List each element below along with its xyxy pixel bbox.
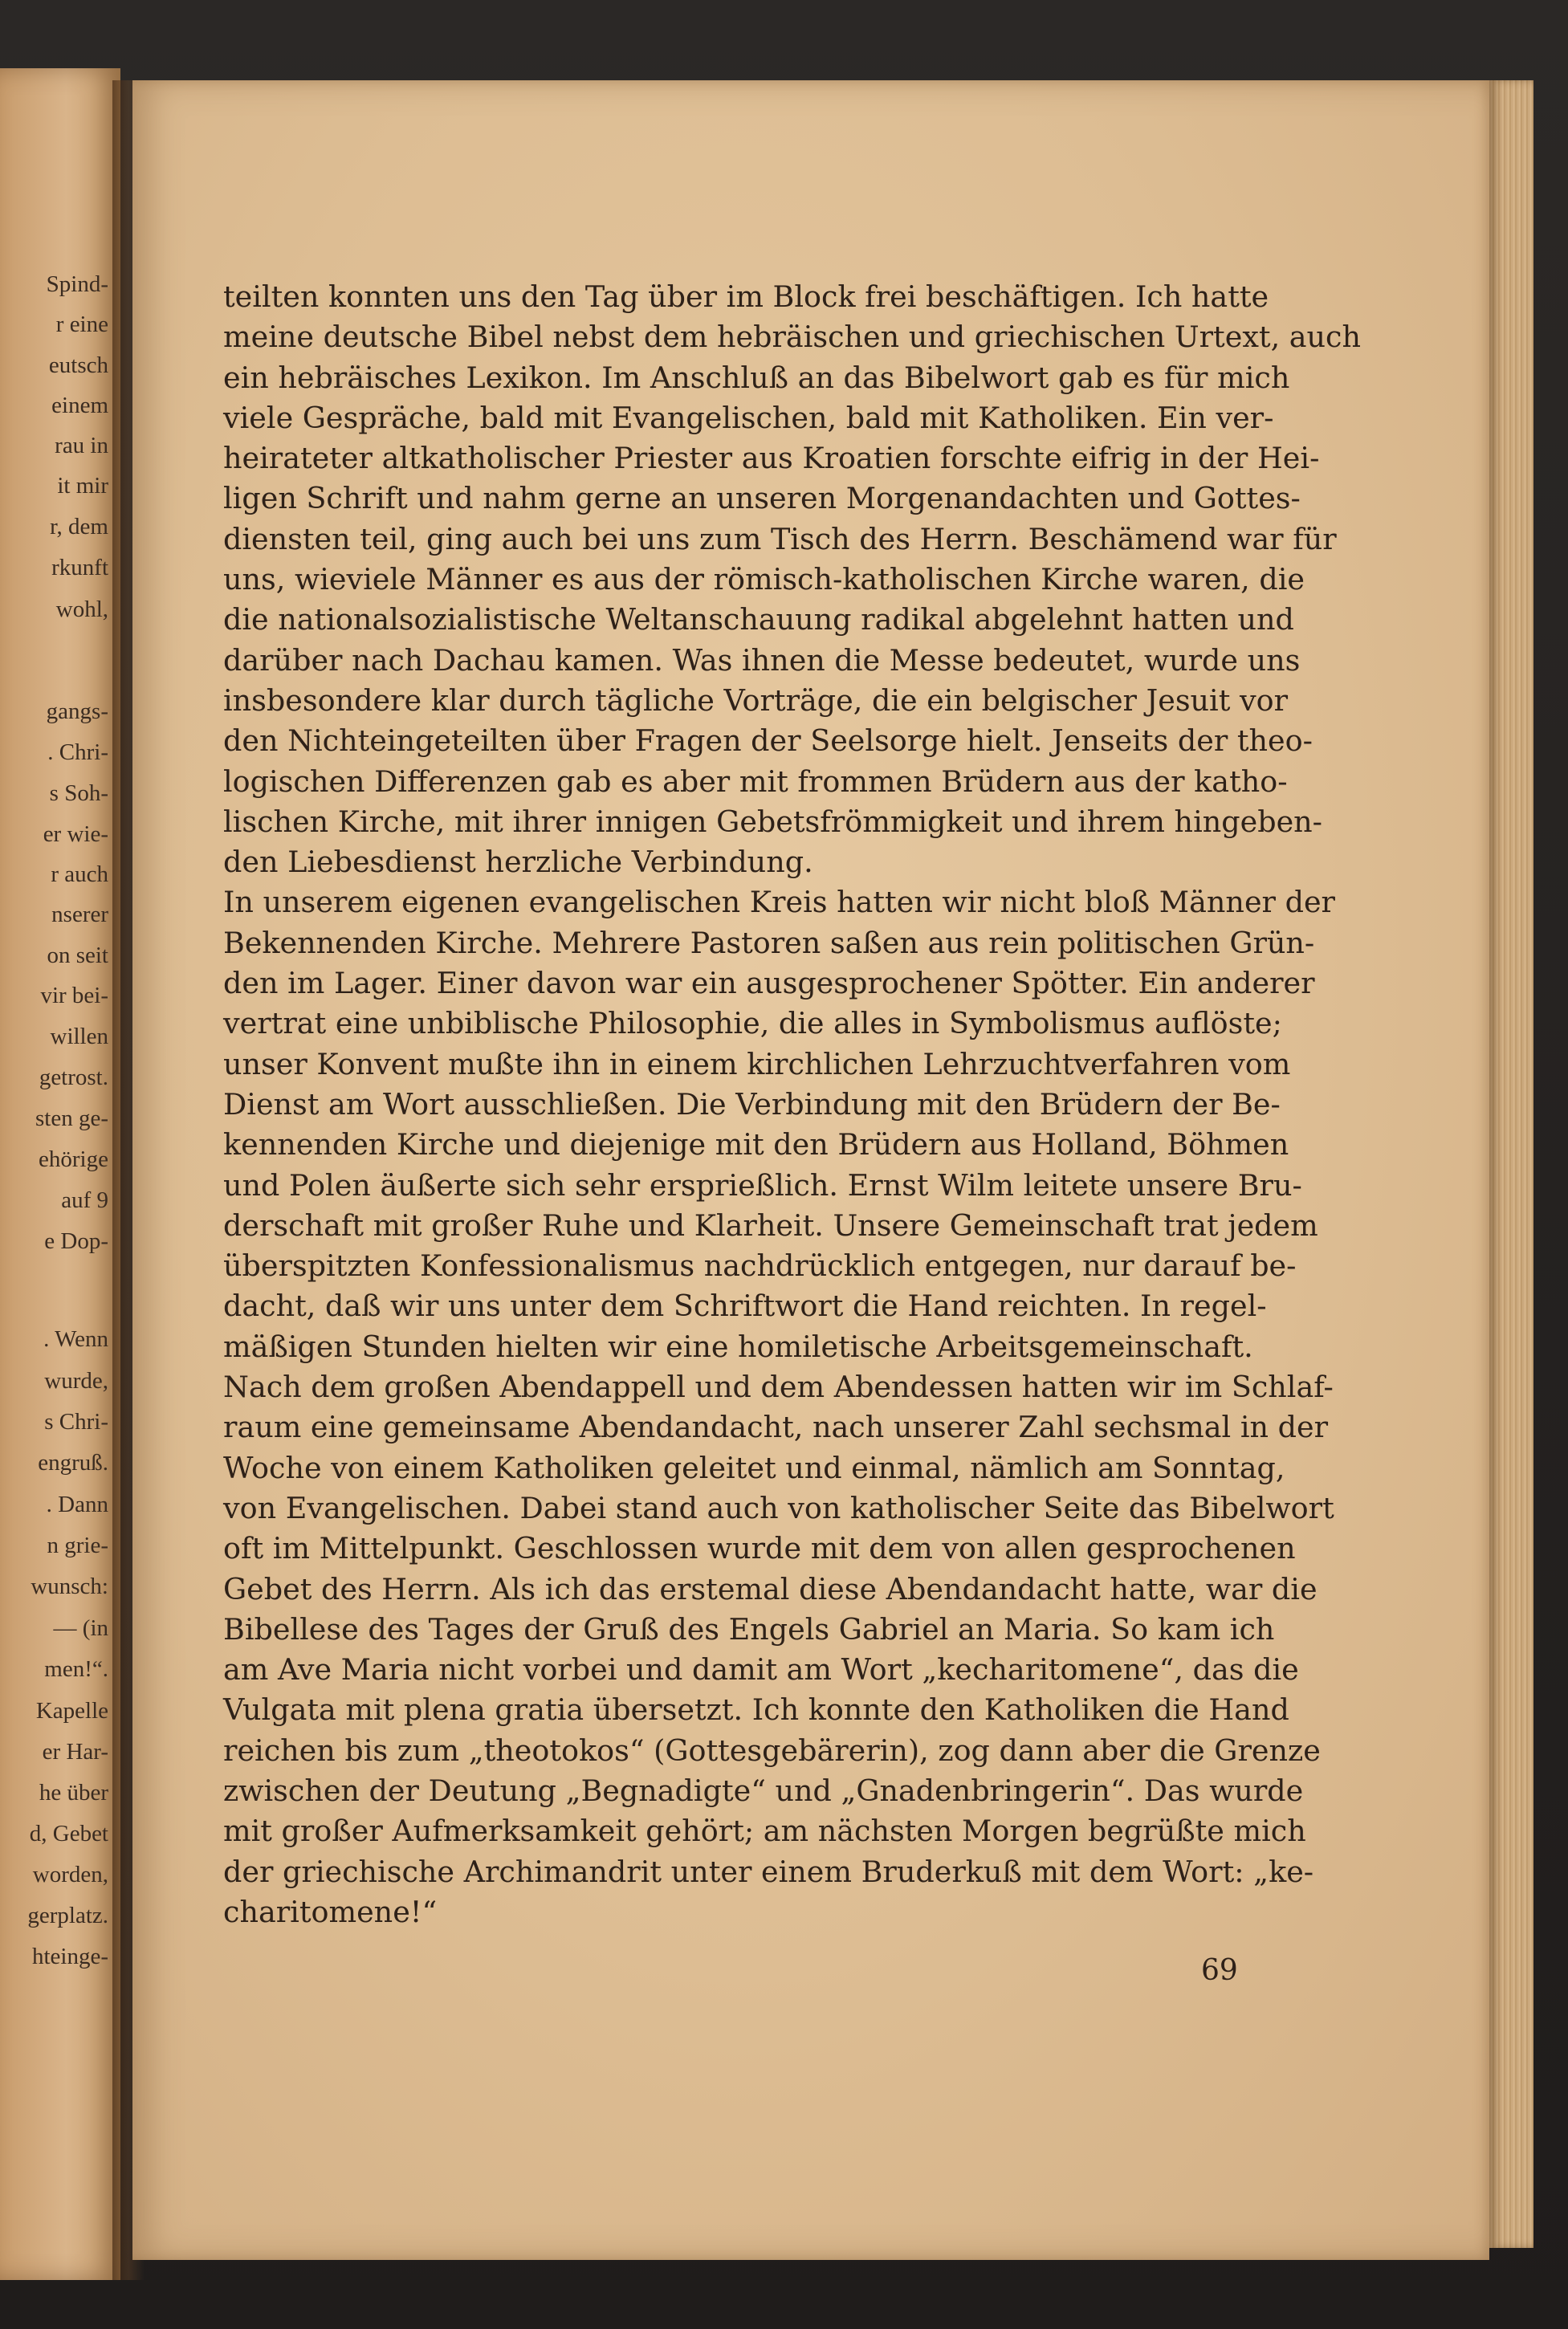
- left-fragment: rkunft: [51, 555, 108, 580]
- left-fragment: gerplatz.: [27, 1903, 108, 1928]
- text-line: Bekennenden Kirche. Mehrere Pastoren saßen aus rein politischen Grün-: [223, 925, 1315, 960]
- text-line: Dienst am Wort ausschließen. Die Verbindung mit den Brüdern der Be-: [223, 1086, 1281, 1122]
- left-fragment: gangs-: [46, 698, 108, 724]
- left-fragment: r auch: [51, 861, 108, 887]
- text-line: die nationalsozialistische Weltanschauung radikal abgelehnt hatten und: [223, 602, 1294, 637]
- text-line: überspitzten Konfessionalismus nachdrücklich entgegen, nur darauf be-: [223, 1248, 1297, 1284]
- left-fragment: d, Gebet: [29, 1821, 108, 1847]
- text-line: teilten konnten uns den Tag über im Block frei beschäftigen. Ich hatte: [223, 279, 1269, 314]
- text-line: und Polen äußerte sich sehr ersprießlich. Ernst Wilm leitete unsere Bru-: [223, 1167, 1302, 1203]
- text-line: dacht, daß wir uns unter dem Schriftwort die Hand reichten. In regel-: [223, 1289, 1267, 1324]
- left-fragment: Spind-: [46, 271, 108, 297]
- left-fragment: on seit: [47, 943, 108, 968]
- left-fragment: s Soh-: [49, 780, 108, 806]
- left-fragment: Kapelle: [35, 1698, 108, 1724]
- left-fragment: engruß.: [38, 1450, 108, 1476]
- text-line: mäßigen Stunden hielten wir eine homiletische Arbeitsgemeinschaft.: [223, 1329, 1253, 1364]
- text-line: reichen bis zum „theotokos“ (Gottesgebärerin), zog dann aber die Grenze: [223, 1732, 1321, 1768]
- page-number: 69: [1201, 1954, 1238, 1987]
- left-fragment: nserer: [51, 902, 108, 927]
- body-text: [223, 277, 1361, 1932]
- text-line: charitomene!“: [223, 1894, 438, 1929]
- left-fragment: wohl,: [55, 597, 108, 622]
- text-line: viele Gespräche, bald mit Evangelischen, bald mit Katholiken. Ein ver-: [223, 400, 1274, 435]
- text-line: heirateter altkatholischer Priester aus Kroatien forschte eifrig in der Hei-: [223, 441, 1320, 476]
- left-fragment: auf 9: [61, 1187, 108, 1213]
- text-line: der griechische Archimandrit unter einem Bruderkuß mit dem Wort: „ke-: [223, 1854, 1314, 1889]
- text-line: kennenden Kirche und diejenige mit den Brüdern aus Holland, Böhmen: [223, 1127, 1289, 1162]
- text-line: insbesondere klar durch tägliche Vorträge, die ein belgischer Jesuit vor: [223, 682, 1289, 718]
- text-line: ligen Schrift und nahm gerne an unseren Morgenandachten und Gottes-: [223, 481, 1301, 516]
- text-line: den im Lager. Einer davon war ein ausgesprochener Spötter. Ein anderer: [223, 966, 1315, 1001]
- left-fragment: ehörige: [39, 1146, 108, 1172]
- text-line: uns, wieviele Männer es aus der römisch-katholischen Kirche waren, die: [223, 562, 1305, 597]
- page-edges: [1489, 80, 1533, 2248]
- left-fragment: it mir: [57, 473, 108, 499]
- left-page-edge: [0, 68, 120, 2280]
- text-line: raum eine gemeinsame Abendandacht, nach unserer Zahl sechsmal in der: [223, 1410, 1329, 1445]
- text-line: ein hebräisches Lexikon. Im Anschluß an das Bibelwort gab es für mich: [223, 360, 1290, 395]
- text-line: am Ave Maria nicht vorbei und damit am Wort „kecharitomene“, das die: [223, 1652, 1299, 1688]
- left-fragment: willen: [50, 1024, 108, 1049]
- left-fragment: sten ge-: [35, 1105, 108, 1131]
- text-line: logischen Differenzen gab es aber mit frommen Brüdern aus der katho-: [223, 763, 1288, 799]
- text-line: den Nichteingeteilten über Fragen der Seelsorge hielt. Jenseits der theo-: [223, 723, 1313, 759]
- left-fragment: . Wenn: [43, 1326, 108, 1352]
- text-line: darüber nach Dachau kamen. Was ihnen die Messe bedeutet, wurde uns: [223, 642, 1301, 678]
- left-fragment: wurde,: [44, 1368, 108, 1394]
- text-line: Gebet des Herrn. Als ich das erstemal diese Abendandacht hatte, war die: [223, 1571, 1318, 1606]
- text-line: Nach dem großen Abendappell und dem Abendessen hatten wir im Schlaf-: [223, 1370, 1334, 1405]
- left-fragment: eutsch: [48, 352, 108, 378]
- text-line: von Evangelischen. Dabei stand auch von katholischer Seite das Bibelwort: [223, 1490, 1334, 1525]
- left-fragment: er wie-: [43, 821, 108, 847]
- text-line: In unserem eigenen evangelischen Kreis hatten wir nicht bloß Männer der: [223, 885, 1336, 920]
- left-fragment: vir bei-: [40, 983, 108, 1008]
- text-line: diensten teil, ging auch bei uns zum Tisch des Herrn. Beschämend war für: [223, 521, 1337, 556]
- text-line: Vulgata mit plena gratia übersetzt. Ich konnte den Katholiken die Hand: [223, 1692, 1289, 1728]
- left-fragment: n grie-: [47, 1533, 108, 1558]
- text-line: den Liebesdienst herzliche Verbindung.: [223, 845, 813, 880]
- left-fragment: men!“.: [44, 1656, 108, 1682]
- left-fragment: r eine: [55, 311, 108, 337]
- left-fragment: rau in: [55, 433, 108, 458]
- left-fragment: getrost.: [39, 1065, 108, 1090]
- left-fragment: — (in: [53, 1615, 108, 1641]
- left-fragment: s Chri-: [44, 1409, 108, 1435]
- left-fragment: er Har-: [42, 1739, 108, 1765]
- text-line: derschaft mit großer Ruhe und Klarheit. Unsere Gemeinschaft trat jedem: [223, 1207, 1318, 1243]
- left-fragment: . Chri-: [47, 739, 108, 765]
- text-line: Bibellese des Tages der Gruß des Engels Gabriel an Maria. So kam ich: [223, 1611, 1275, 1647]
- text-line: Woche von einem Katholiken geleitet und einmal, nämlich am Sonntag,: [223, 1450, 1285, 1485]
- left-fragment: hteinge-: [31, 1944, 108, 1969]
- left-fragment: r, dem: [50, 514, 108, 539]
- text-line: mit großer Aufmerksamkeit gehört; am nächsten Morgen begrüßte mich: [223, 1814, 1306, 1849]
- text-line: oft im Mittelpunkt. Geschlossen wurde mit dem von allen gesprochenen: [223, 1531, 1296, 1566]
- left-fragment: einem: [51, 393, 108, 418]
- left-fragment: wunsch:: [31, 1574, 108, 1599]
- text-line: lischen Kirche, mit ihrer innigen Gebetsfrömmigkeit und ihrem hingeben-: [223, 804, 1323, 839]
- text-line: meine deutsche Bibel nebst dem hebräischen und griechischen Urtext, auch: [223, 320, 1361, 355]
- text-line: vertrat eine unbiblische Philosophie, die alles in Symbolismus auflöste;: [223, 1006, 1282, 1041]
- text-line: zwischen der Deutung „Begnadigte“ und „Gnadenbringerin“. Das wurde: [223, 1773, 1304, 1808]
- left-fragment: he über: [39, 1780, 108, 1806]
- left-fragment: e Dop-: [44, 1228, 108, 1254]
- text-line: unser Konvent mußte ihn in einem kirchlichen Lehrzuchtverfahren vom: [223, 1046, 1291, 1081]
- left-fragment: worden,: [32, 1862, 108, 1887]
- left-fragment: . Dann: [46, 1492, 108, 1517]
